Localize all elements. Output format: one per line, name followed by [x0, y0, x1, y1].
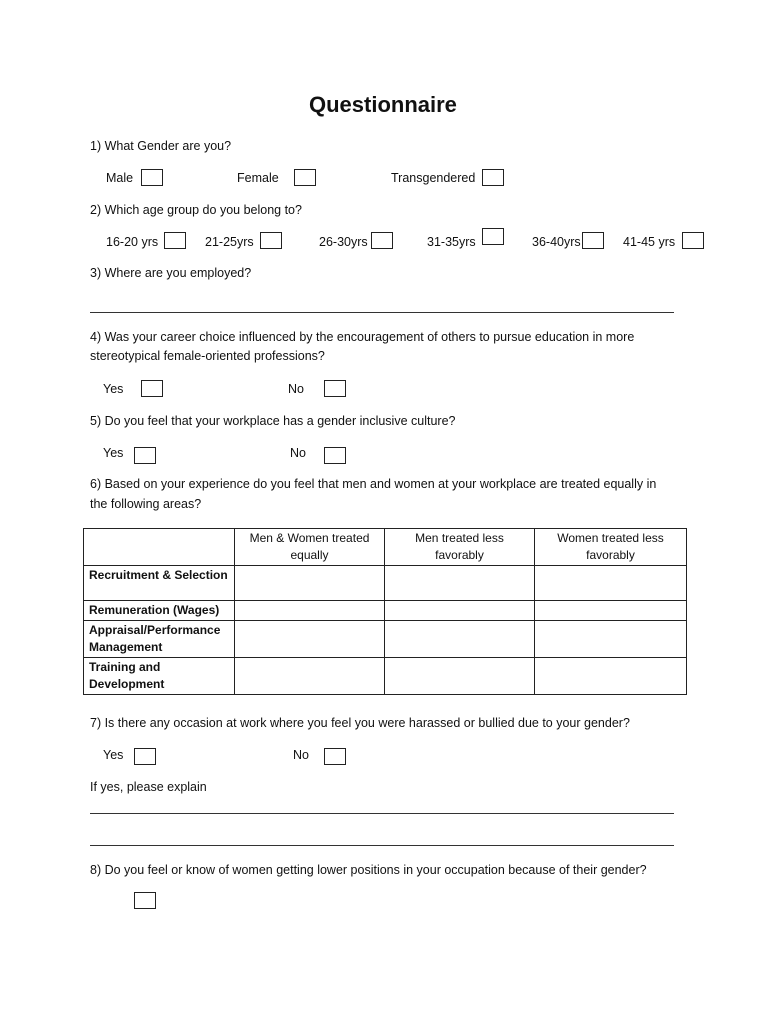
question-2: 2) Which age group do you belong to? — [90, 203, 302, 217]
option-female-label: Female — [237, 171, 279, 185]
cell-recruitment-equal[interactable] — [235, 566, 385, 601]
q7-yes-checkbox[interactable] — [134, 748, 156, 765]
option-transgendered-label: Transgendered — [391, 171, 476, 185]
table-header-equal: Men & Women treated equally — [235, 529, 385, 566]
age-21-25-checkbox[interactable] — [260, 232, 282, 249]
male-checkbox[interactable] — [141, 169, 163, 186]
age-36-40-label: 36-40yrs — [532, 235, 581, 249]
employer-answer-line[interactable] — [90, 312, 674, 313]
age-31-35-checkbox[interactable] — [482, 228, 504, 245]
q5-yes-label: Yes — [103, 446, 124, 460]
age-41-45-label: 41-45 yrs — [623, 235, 676, 249]
table-header-row — [84, 529, 687, 566]
cell-training-men-less[interactable] — [385, 658, 535, 695]
q5-no-checkbox[interactable] — [324, 447, 346, 464]
q4-yes-checkbox[interactable] — [141, 380, 163, 397]
row-label-recruitment: Recruitment & Selection — [84, 566, 235, 601]
explain-answer-line-2[interactable] — [90, 845, 674, 846]
table-row — [84, 658, 687, 695]
table-row — [84, 601, 687, 621]
question-7: 7) Is there any occasion at work where you feel you were harassed or bullied due to your gender? — [90, 716, 630, 730]
q7-explain-label: If yes, please explain — [90, 780, 207, 794]
q4-yes-label: Yes — [103, 382, 124, 396]
page-title: Questionnaire — [309, 92, 457, 117]
age-31-35-label: 31-35yrs — [427, 235, 476, 249]
cell-appraisal-equal[interactable] — [235, 621, 385, 658]
table-row — [84, 621, 687, 658]
question-3: 3) Where are you employed? — [90, 266, 252, 280]
q7-yes-label: Yes — [103, 748, 124, 762]
question-6-line-1: 6) Based on your experience do you feel that men and women at your workplace are treated equally in — [90, 477, 657, 491]
question-1: 1) What Gender are you? — [90, 139, 232, 153]
q4-no-checkbox[interactable] — [324, 380, 346, 397]
table-header-men-less: Men treated less favorably — [385, 529, 535, 566]
age-16-20-label: 16-20 yrs — [106, 235, 159, 249]
question-4-line-1: 4) Was your career choice influenced by the encouragement of others to pursue education in more — [90, 330, 635, 344]
row-label-training: Training and Development — [84, 658, 235, 695]
transgendered-checkbox[interactable] — [482, 169, 504, 186]
table-header-women-less: Women treated less favorably — [535, 529, 687, 566]
option-male-label: Male — [106, 171, 134, 185]
question-5: 5) Do you feel that your workplace has a gender inclusive culture? — [90, 414, 456, 428]
q5-no-label: No — [290, 446, 306, 460]
q5-yes-checkbox[interactable] — [134, 447, 156, 464]
explain-answer-line-1[interactable] — [90, 813, 674, 814]
age-21-25-label: 21-25yrs — [205, 235, 254, 249]
cell-remuneration-equal[interactable] — [235, 601, 385, 621]
table-header-blank — [84, 529, 235, 566]
question-4-line-2: stereotypical female-oriented professions? — [90, 349, 325, 363]
cell-recruitment-women-less[interactable] — [535, 566, 687, 601]
row-label-remuneration: Remuneration (Wages) — [84, 601, 235, 621]
age-26-30-checkbox[interactable] — [371, 232, 393, 249]
table-row — [84, 566, 687, 601]
row-label-appraisal: Appraisal/Performance Management — [84, 621, 235, 658]
cell-training-women-less[interactable] — [535, 658, 687, 695]
q4-no-label: No — [288, 382, 304, 396]
age-16-20-checkbox[interactable] — [164, 232, 186, 249]
cell-training-equal[interactable] — [235, 658, 385, 695]
age-41-45-checkbox[interactable] — [682, 232, 704, 249]
question-6-line-2: the following areas? — [90, 497, 202, 511]
question-8: 8) Do you feel or know of women getting lower positions in your occupation because of their gender? — [90, 863, 647, 877]
q8-checkbox[interactable] — [134, 892, 156, 909]
cell-recruitment-men-less[interactable] — [385, 566, 535, 601]
cell-appraisal-men-less[interactable] — [385, 621, 535, 658]
female-checkbox[interactable] — [294, 169, 316, 186]
cell-appraisal-women-less[interactable] — [535, 621, 687, 658]
age-36-40-checkbox[interactable] — [582, 232, 604, 249]
treatment-table — [83, 528, 687, 695]
cell-remuneration-men-less[interactable] — [385, 601, 535, 621]
age-26-30-label: 26-30yrs — [319, 235, 368, 249]
cell-remuneration-women-less[interactable] — [535, 601, 687, 621]
q7-no-label: No — [293, 748, 309, 762]
q7-no-checkbox[interactable] — [324, 748, 346, 765]
